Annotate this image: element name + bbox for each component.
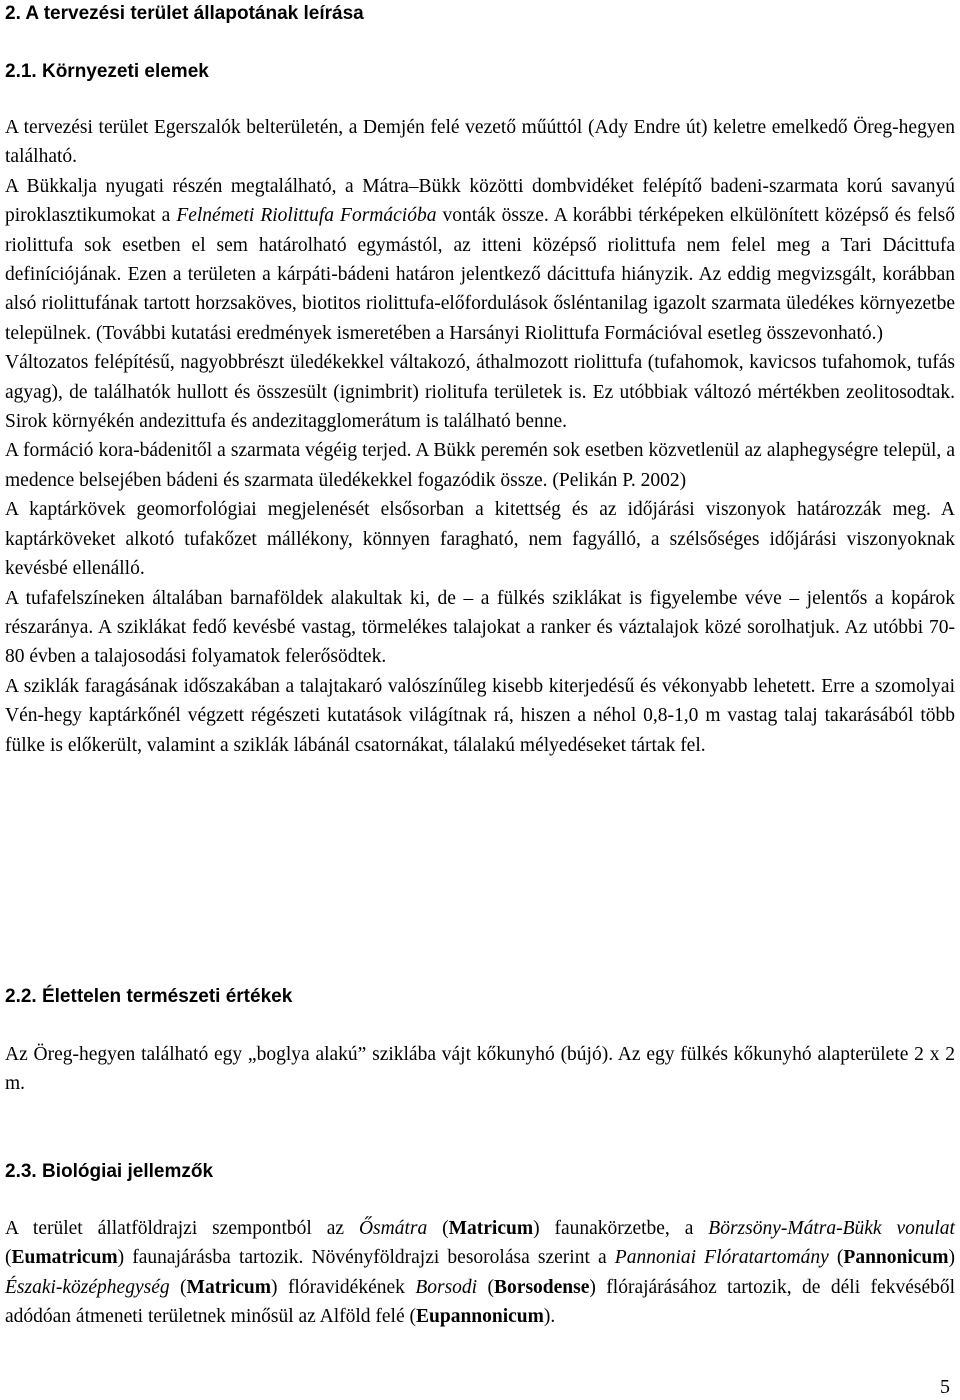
paragraph-composition: Változatos felépítésű, nagyobbrészt üledékekkel váltakozó, áthalmozott riolittufa (tufahomok, kavicsos tufahomok, tufás agyag), de találhatók hullott és összesült (ignimbrit) riolitufa területek is. Ez utóbbiak változó mértékben zeolitosodtak. Sirok környékén andezittufa és andezitagglomerátum is található benne.	[5, 352, 955, 433]
bio-text-2: (	[427, 1218, 449, 1239]
bio-bold-eupannonicum: Eupannonicum	[416, 1306, 544, 1328]
page-number: 5	[940, 1376, 950, 1398]
bio-italic-borsodi: Borsodi	[415, 1276, 478, 1298]
bio-text-10: (	[477, 1276, 495, 1298]
bio-text-7: )	[948, 1247, 956, 1269]
paragraph-geology	[5, 172, 955, 348]
paragraph-stone-hut: Az Öreg-hegyen található egy „boglya alakú” sziklába vájt kőkunyhó (bújó). Az egy fülkés kőkunyhó alapterülete 2 x 2 m.	[5, 1044, 955, 1095]
bio-italic-vonulat: Börzsöny-Mátra-Bükk vonulat	[708, 1218, 955, 1239]
bio-text-9: ) flóravidékének	[271, 1276, 416, 1298]
section-2-3-body	[5, 1214, 955, 1332]
paragraph-soils: A tufafelszíneken általában barnaföldek alakultak ki, de – a fülkés sziklákat is figyelembe véve – jelentős a kopárok részaránya. A sziklákat fedő kevésbé vastag, törmelékes talajokat a ranker és váztalajok közé sorolhatjuk. Az utóbbi 70-80 évben a talajosodási folyamatok felerősödtek.	[5, 587, 955, 668]
bio-italic-eszaki-kozephegyseg: Északi-középhegység	[5, 1276, 170, 1298]
paragraph-beehive-stones: A kaptárkövek geomorfológiai megjelenését elsősorban a kitettség és az időjárási viszonyok határozzák meg. A kaptárköveket alkotó tufakőzet mállékony, könnyen faragható, nem fagyálló, a szélsőséges időjárási viszonyoknak kevésbé ellenálló.	[5, 499, 955, 580]
bio-text-6: (	[828, 1247, 844, 1269]
bio-bold-eumatricum: Eumatricum	[11, 1247, 118, 1269]
section-2-1-body	[5, 113, 955, 760]
bio-text-1: A terület állatföldrajzi szempontból az	[5, 1218, 359, 1239]
bio-bold-matricum-2: Matricum	[186, 1276, 272, 1298]
section-2-2-body	[5, 1040, 955, 1099]
bio-text-3: ) faunakörzetbe, a	[533, 1218, 709, 1239]
section-heading-2-1: 2.1. Környezeti elemek	[5, 61, 209, 82]
section-heading-2-3: 2.3. Biológiai jellemzők	[5, 1161, 214, 1182]
section-heading-2-2: 2.2. Élettelen természeti értékek	[5, 986, 293, 1007]
section-heading-2: 2. A tervezési terület állapotának leírása	[5, 3, 364, 24]
bio-text-4: (	[5, 1247, 12, 1269]
bio-text-5: ) faunajárásba tartozik. Növényföldrajzi besorolása szerint a	[117, 1247, 615, 1269]
bio-text-12: ).	[543, 1306, 556, 1328]
bio-bold-pannonicum: Pannonicum	[843, 1247, 949, 1269]
bio-text-8: (	[169, 1276, 187, 1298]
paragraph-age: A formáció kora-bádenitől a szarmata végéig terjed. A Bükk peremén sok esetben közvetlenül az alaphegységre települ, a medence belsejében bádeni és szarmata üledékekkel fogazódik össze. (Pelikán P. 2002)	[5, 440, 955, 491]
paragraph-geology-text-b: vonták össze. A korábbi térképeken elkülönített középső és felső riolittufa sok esetben el sem határolható egymástól, az itteni középső riolittufa nem felel meg a Tari Dácittufa definíciójának. Ezen a területen a kárpáti-bádeni határon jelentkező dácittufa hiányzik. Az eddig megvizsgált, korábban alsó riolittufának tartott horzsaköves, biotitos riolittufa-előfordulások ősléntanilag igazolt szarmata üledékes környezetbe települnek. (További kutatási eredmények ismeretében a Harsányi Riolittufa Formációval esetleg összevonható.)	[5, 205, 955, 344]
bio-bold-borsodense: Borsodense	[494, 1276, 590, 1298]
paragraph-location: A tervezési terület Egerszalók belterületén, a Demjén felé vezető műúttól (Ady Endre út) keletre emelkedő Öreg-hegyen található.	[5, 117, 955, 168]
paragraph-carving-period: A sziklák faragásának időszakában a talajtakaró valószínűleg kisebb kiterjedésű és vékonyabb lehetett. Erre a szomolyai Vén-hegy kaptárkőnél végzett régészeti kutatások világítnak rá, hiszen a néhol 0,8-1,0 m vastag talaj takarásából több fülke is előkerült, valamint a sziklák lábánál csatornákat, tálalakú mélyedéseket tártak fel.	[5, 675, 955, 756]
bio-italic-osmatra: Ősmátra	[358, 1218, 428, 1239]
document-page	[5, 0, 955, 1400]
bio-text-11: ) flórajárásához tartozik, de déli fekvéséből adódóan átmeneti területnek minősül az Alföld felé (	[5, 1276, 956, 1328]
formation-name-italic: Felnémeti Riolittufa Formációba	[176, 205, 437, 227]
bio-italic-floratartomany: Pannoniai Flóratartomány	[614, 1247, 829, 1269]
bio-bold-matricum: Matricum	[448, 1218, 534, 1239]
paragraph-biogeography	[5, 1214, 955, 1332]
paragraph-geology-text-a: A Bükkalja nyugati részén megtalálható, a Mátra–Bükk közötti dombvidéket felépítő badeni-szarmata korú savanyú piroklasztikumokat a	[5, 175, 955, 227]
